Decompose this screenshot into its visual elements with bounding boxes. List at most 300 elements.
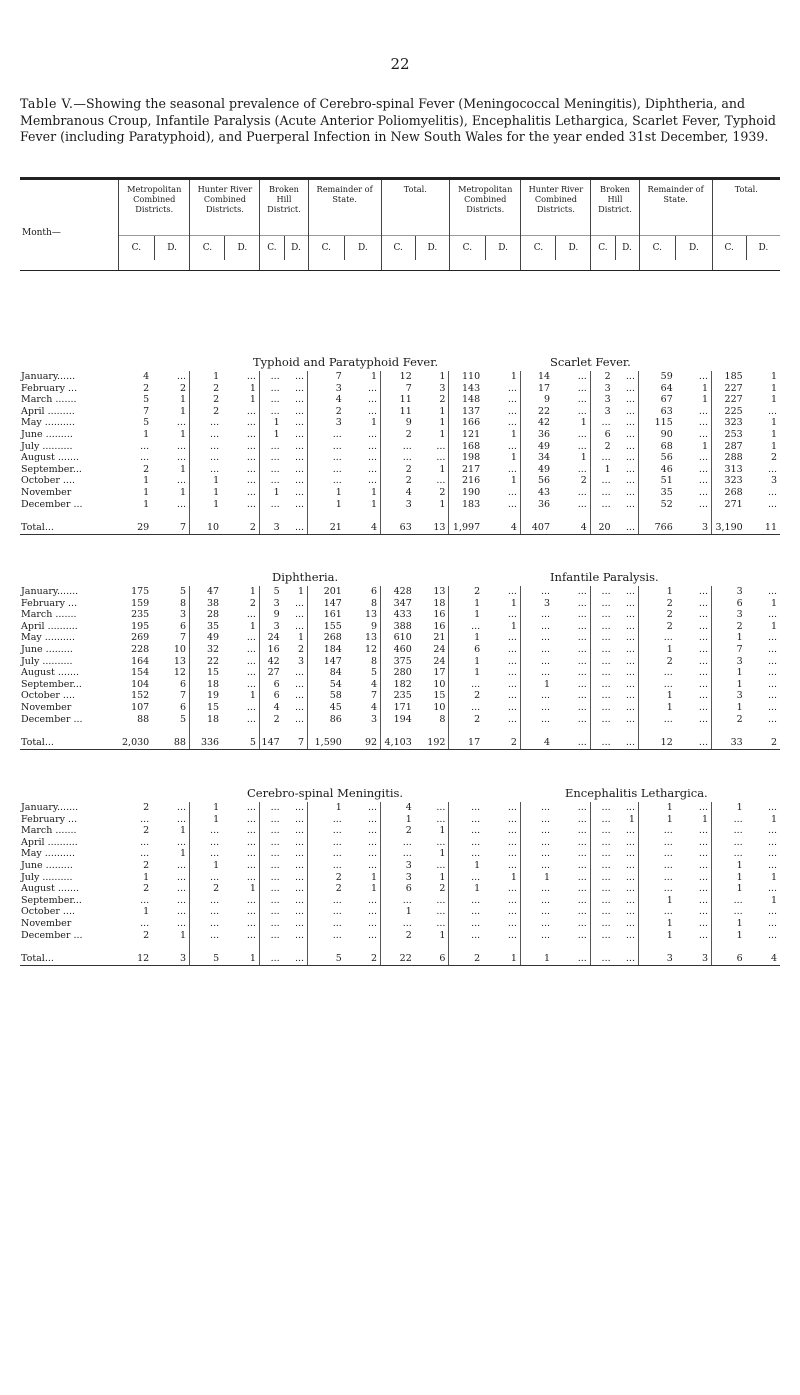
cases-cell: 2	[666, 620, 673, 632]
cases-cell: ...	[471, 894, 481, 906]
deaths-cell: ...	[283, 475, 308, 487]
deaths-cell: 1	[483, 621, 520, 633]
cases-cell: ...	[210, 836, 220, 848]
deaths-cell: ...	[283, 941, 308, 965]
cases-cell: 2	[143, 859, 150, 871]
deaths-cell: ...	[345, 837, 381, 849]
deaths-cell: ...	[483, 930, 520, 942]
deaths-cell: 21	[415, 632, 449, 644]
deaths-cell: ...	[283, 371, 308, 383]
table-row	[20, 644, 780, 656]
deaths-cell: 1	[415, 406, 449, 418]
cases-cell: 1	[405, 813, 412, 825]
month-cell: November	[21, 917, 72, 929]
cases-cell: ...	[270, 871, 280, 883]
cases-cell: ...	[733, 848, 743, 860]
cases-cell: 171	[393, 701, 412, 713]
deaths-cell: ...	[415, 441, 449, 453]
cases-cell: 1	[666, 929, 673, 941]
deaths-cell: ...	[676, 609, 712, 621]
deaths-cell: ...	[283, 802, 308, 814]
cases-cell: 225	[724, 405, 743, 417]
cases-cell: ...	[140, 813, 150, 825]
deaths-cell: 1	[770, 417, 777, 429]
deaths-cell: ...	[222, 714, 259, 726]
deaths-cell: 7	[152, 632, 189, 644]
cases-cell: 9	[273, 609, 280, 621]
deaths-cell: 24	[415, 644, 449, 656]
deaths-cell: 7	[283, 725, 308, 749]
deaths-cell: ...	[283, 406, 308, 418]
deaths-cell: ...	[283, 667, 308, 679]
cases-cell: 47	[207, 586, 220, 597]
deaths-cell: 1	[770, 597, 777, 609]
cases-cell: ...	[601, 452, 611, 464]
table-row	[20, 906, 780, 918]
deaths-cell: ...	[553, 371, 590, 383]
deaths-cell: ...	[345, 383, 381, 395]
table-row	[20, 406, 780, 418]
deaths-cell: ...	[283, 883, 308, 895]
cases-cell: 166	[461, 417, 481, 429]
cases-cell: ...	[540, 929, 551, 941]
table-row	[20, 883, 780, 895]
cases-cell: 143	[461, 382, 481, 394]
month-cell: October ....	[21, 475, 75, 487]
cases-cell: ...	[402, 836, 412, 848]
deaths-cell: ...	[676, 848, 712, 860]
cases-cell: ...	[210, 906, 220, 918]
cases-cell: 1	[474, 655, 481, 667]
deaths-cell: 1	[152, 825, 189, 837]
cases-cell: 3	[405, 859, 412, 871]
cases-cell: 3	[604, 382, 611, 394]
header-group	[308, 180, 381, 270]
table-row	[20, 679, 780, 691]
caption-lead: Table V.	[20, 96, 74, 111]
deaths-cell: ...	[614, 632, 639, 644]
cases-cell: 2	[666, 609, 673, 621]
deaths-cell: 1	[222, 941, 259, 965]
deaths-cell: 3	[152, 941, 189, 965]
table-row	[20, 825, 780, 837]
header-group	[118, 180, 189, 270]
deaths-cell: 6	[152, 679, 189, 691]
header-group	[712, 180, 780, 270]
cases-cell: 2	[405, 428, 412, 440]
header-c-label: C.	[393, 243, 403, 253]
deaths-cell: ...	[767, 906, 777, 918]
deaths-cell: ...	[283, 499, 308, 511]
deaths-cell: ...	[553, 644, 590, 656]
cases-cell: ...	[663, 713, 673, 725]
month-cell: August .......	[21, 452, 80, 464]
cases-cell: 1,997	[449, 510, 483, 534]
cases-cell: 56	[537, 475, 551, 487]
deaths-cell: ...	[483, 487, 520, 499]
deaths-cell: ...	[152, 872, 189, 884]
deaths-cell: ...	[345, 860, 381, 872]
month-cell: May ..........	[21, 848, 75, 860]
cases-cell: 2	[143, 802, 150, 813]
cases-cell: 46	[660, 463, 673, 475]
cases-cell: 190	[461, 486, 481, 498]
month-cell: February ...	[21, 813, 78, 825]
cases-cell: 1,590	[308, 725, 345, 749]
deaths-cell: 1	[345, 883, 381, 895]
deaths-cell: ...	[614, 417, 639, 429]
deaths-cell: ...	[483, 406, 520, 418]
deaths-cell: 1	[152, 394, 189, 406]
cases-cell: 1	[543, 678, 551, 690]
deaths-cell: ...	[676, 802, 712, 814]
cases-cell: ...	[471, 678, 481, 690]
deaths-cell: ...	[222, 464, 259, 476]
cases-cell: 2	[405, 463, 412, 475]
cases-cell: 2	[736, 620, 743, 632]
cases-cell: ...	[471, 620, 481, 632]
cases-cell: ...	[270, 883, 280, 895]
header-d-label: D.	[284, 236, 308, 260]
header-d-label: D.	[675, 236, 712, 260]
table-row	[20, 814, 780, 826]
deaths-cell: ...	[152, 837, 189, 849]
cases-cell: 1	[474, 597, 481, 609]
deaths-cell: ...	[553, 394, 590, 406]
deaths-cell: ...	[283, 814, 308, 826]
month-cell: November	[21, 486, 72, 498]
month-cell: Total...	[20, 725, 118, 749]
cases-cell: ...	[601, 678, 611, 690]
deaths-cell: ...	[222, 814, 259, 826]
deaths-cell: 1	[483, 371, 520, 383]
deaths-cell: ...	[345, 406, 381, 418]
deaths-cell: ...	[283, 452, 308, 464]
deaths-cell: 2	[415, 883, 449, 895]
cases-cell: ...	[733, 894, 743, 906]
deaths-cell: ...	[483, 837, 520, 849]
deaths-cell: ...	[483, 802, 520, 814]
deaths-cell: ...	[767, 883, 777, 895]
deaths-cell: 1	[415, 417, 449, 429]
cases-cell: ...	[332, 813, 342, 825]
total-row	[20, 941, 780, 965]
cases-cell: 3	[405, 871, 412, 883]
deaths-cell: ...	[676, 475, 712, 487]
table-row	[20, 487, 780, 499]
cases-cell: 6	[474, 643, 481, 655]
cases-cell: 3,190	[711, 510, 745, 534]
deaths-cell: ...	[614, 394, 639, 406]
cases-cell: ...	[601, 701, 611, 713]
month-cell: February ...	[21, 597, 78, 609]
cases-cell: ...	[663, 667, 673, 679]
deaths-cell: ...	[283, 510, 308, 534]
cases-cell: 12	[638, 725, 675, 749]
cases-cell: 1	[474, 883, 481, 895]
cases-cell: ...	[471, 836, 481, 848]
cases-cell: ...	[210, 417, 220, 429]
cases-cell: ...	[540, 620, 551, 632]
month-cell: October ....	[21, 906, 75, 918]
cases-cell: 1	[213, 859, 220, 871]
cases-cell: 56	[660, 452, 673, 464]
cases-cell: ...	[540, 836, 551, 848]
deaths-cell: ...	[483, 656, 520, 668]
deaths-cell: ...	[553, 714, 590, 726]
deaths-cell: ...	[553, 406, 590, 418]
deaths-cell: 1	[676, 441, 712, 453]
deaths-cell: ...	[483, 690, 520, 702]
cases-cell: 3	[604, 394, 611, 406]
deaths-cell: ...	[614, 510, 639, 534]
deaths-cell: 1	[152, 464, 189, 476]
deaths-cell: ...	[614, 918, 639, 930]
cases-cell: 1	[736, 929, 743, 941]
cases-cell: 5	[189, 941, 222, 965]
cases-cell: ...	[471, 802, 481, 813]
deaths-cell: 1	[483, 475, 520, 487]
month-cell: Total...	[20, 941, 118, 965]
deaths-cell: ...	[614, 714, 639, 726]
deaths-cell: ...	[614, 464, 639, 476]
deaths-cell: ...	[483, 895, 520, 907]
cases-cell: 1	[520, 941, 553, 965]
header-c-label: C.	[533, 243, 544, 253]
header-group-label: Broken Hill District.	[267, 184, 301, 214]
deaths-cell: 1	[345, 371, 381, 383]
cases-cell: 20	[590, 510, 613, 534]
deaths-cell: ...	[222, 667, 259, 679]
deaths-cell: ...	[676, 452, 712, 464]
deaths-cell: ...	[767, 655, 777, 667]
cases-cell: 2	[405, 475, 412, 487]
deaths-cell: ...	[483, 714, 520, 726]
deaths-cell: ...	[767, 701, 777, 713]
cases-cell: ...	[210, 894, 220, 906]
header-group-label: Hunter River Combined Districts.	[197, 184, 253, 214]
deaths-cell: 2	[770, 452, 777, 464]
table-row	[20, 656, 780, 668]
cases-cell: ...	[663, 825, 673, 837]
cases-cell: 2	[666, 655, 673, 667]
cases-cell: ...	[733, 813, 743, 825]
deaths-cell: 4	[483, 510, 520, 534]
cases-cell: ...	[140, 440, 150, 452]
header-group	[590, 180, 638, 270]
cases-cell: 164	[131, 655, 150, 667]
cases-cell: 32	[207, 643, 220, 655]
cases-cell: 235	[393, 690, 412, 702]
cases-cell: ...	[540, 917, 551, 929]
deaths-cell: ...	[415, 452, 449, 464]
deaths-cell: ...	[345, 394, 381, 406]
table-row	[20, 609, 780, 621]
cases-cell: ...	[210, 929, 220, 941]
cases-cell: 1	[666, 586, 673, 597]
month-cell: March .......	[21, 394, 77, 406]
cases-cell: 15	[207, 701, 220, 713]
deaths-cell: 1	[415, 848, 449, 860]
month-cell: May ..........	[21, 632, 75, 644]
cases-cell: ...	[332, 428, 342, 440]
deaths-cell: ...	[614, 621, 639, 633]
table-row	[20, 598, 780, 610]
deaths-cell: ...	[614, 883, 639, 895]
cases-cell: ...	[210, 917, 220, 929]
deaths-cell: ...	[553, 837, 590, 849]
deaths-cell: 3	[676, 941, 712, 965]
cases-cell: 287	[724, 440, 743, 452]
table-row	[20, 895, 780, 907]
cases-cell: 610	[393, 632, 412, 644]
cases-cell: ...	[601, 417, 611, 429]
cases-cell: 18	[207, 678, 220, 690]
deaths-cell: 192	[415, 725, 449, 749]
deaths-cell: ...	[676, 644, 712, 656]
cases-cell: ...	[270, 475, 280, 487]
cases-cell: 9	[405, 417, 412, 429]
table-row	[20, 417, 780, 429]
deaths-cell: 1	[614, 814, 639, 826]
cases-cell: 766	[638, 510, 675, 534]
cases-cell: 1	[273, 486, 280, 498]
deaths-cell: ...	[483, 417, 520, 429]
cases-cell: 3	[604, 405, 611, 417]
cases-cell: 1	[666, 643, 673, 655]
cases-cell: ...	[601, 802, 611, 813]
deaths-cell: ...	[767, 917, 777, 929]
deaths-cell: ...	[553, 383, 590, 395]
cases-cell: 235	[131, 609, 150, 621]
deaths-cell: ...	[553, 656, 590, 668]
deaths-cell: ...	[676, 918, 712, 930]
deaths-cell: ...	[345, 895, 381, 907]
cases-cell: 59	[660, 371, 673, 382]
deaths-cell: ...	[483, 383, 520, 395]
deaths-cell: 2	[345, 941, 381, 965]
header-c-label: C.	[267, 243, 277, 253]
deaths-cell: 6	[152, 621, 189, 633]
cases-cell: 1	[273, 428, 280, 440]
cases-cell: 253	[724, 428, 743, 440]
deaths-cell: 13	[345, 632, 381, 644]
deaths-cell: 17	[415, 667, 449, 679]
deaths-cell: ...	[553, 814, 590, 826]
deaths-cell: ...	[283, 702, 308, 714]
cases-cell: 280	[393, 667, 412, 679]
header-group-label: Remainder of State.	[316, 184, 373, 204]
cases-cell: ...	[601, 713, 611, 725]
month-cell: April .........	[21, 405, 75, 417]
deaths-cell: ...	[483, 918, 520, 930]
month-cell: June .........	[21, 859, 73, 871]
cases-cell: 11	[399, 405, 412, 417]
caption-text: —Showing the seasonal prevalence of Cerebro-spinal Fever (Meningococcal Meningitis), Diphtheria, and Membranous Croup, Infantile Paralysis (Acute Anterior Poliomyelitis), Encephalitis Lethargica, Scarlet Fever, Typhoid Fever (including Paratyphoid), and Puerperal Infection in New South Wales for the year ended 31st December, 1939.	[20, 96, 776, 144]
cases-cell: 84	[329, 667, 342, 679]
cases-cell: 16	[267, 643, 280, 655]
deaths-cell: ...	[222, 860, 259, 872]
cases-cell: 460	[393, 643, 412, 655]
cases-cell: ...	[210, 452, 220, 464]
cases-cell: 2	[143, 929, 150, 941]
cases-cell: 2	[736, 713, 743, 725]
table-row	[20, 714, 780, 726]
deaths-cell: ...	[222, 499, 259, 511]
cases-cell: 3	[736, 655, 743, 667]
deaths-cell: 1	[415, 499, 449, 511]
deaths-cell: ...	[283, 621, 308, 633]
cases-cell: ...	[540, 813, 551, 825]
cases-cell: 35	[207, 620, 220, 632]
deaths-cell: ...	[222, 930, 259, 942]
deaths-cell: ...	[345, 452, 381, 464]
cases-cell: 29	[118, 510, 152, 534]
cases-cell: ...	[601, 620, 611, 632]
deaths-cell: 1	[483, 452, 520, 464]
deaths-cell: ...	[415, 814, 449, 826]
deaths-cell: ...	[767, 463, 777, 475]
cases-cell: 194	[393, 713, 412, 725]
cases-cell: 6	[273, 678, 280, 690]
deaths-cell: ...	[483, 586, 520, 598]
deaths-cell: 1	[345, 487, 381, 499]
month-cell: December ...	[21, 929, 83, 941]
month-cell: March .......	[21, 825, 77, 837]
cases-cell: 147	[259, 725, 282, 749]
deaths-cell: ...	[676, 499, 712, 511]
cases-cell: ...	[270, 498, 280, 510]
deaths-cell: ...	[767, 486, 777, 498]
deaths-cell: 1	[283, 586, 308, 598]
deaths-cell: 13	[345, 609, 381, 621]
cases-cell: ...	[540, 643, 551, 655]
deaths-cell: ...	[415, 895, 449, 907]
cases-cell: 1	[335, 498, 342, 510]
cases-cell: 4	[143, 371, 150, 382]
cases-cell: 43	[537, 486, 551, 498]
header-d-label: D.	[485, 236, 521, 260]
cases-cell: 428	[393, 586, 412, 597]
deaths-cell: ...	[553, 895, 590, 907]
section-title-right: Scarlet Fever.	[550, 355, 631, 369]
table-row	[20, 802, 780, 814]
cases-cell: 104	[131, 678, 150, 690]
cases-cell: 148	[461, 394, 481, 406]
deaths-cell: ...	[345, 918, 381, 930]
cases-cell: 5	[273, 586, 280, 597]
table-row	[20, 429, 780, 441]
header-d-label: D.	[154, 236, 190, 260]
deaths-cell: ...	[283, 394, 308, 406]
deaths-cell: 18	[415, 598, 449, 610]
deaths-cell: 10	[415, 702, 449, 714]
cases-cell: 5	[143, 417, 150, 429]
deaths-cell: 88	[152, 725, 189, 749]
month-cell: June .........	[21, 428, 73, 440]
deaths-cell: 1	[483, 598, 520, 610]
deaths-cell: 2	[283, 644, 308, 656]
deaths-cell: ...	[614, 499, 639, 511]
cases-cell: 1	[736, 667, 743, 679]
cases-cell: 11	[399, 394, 412, 406]
cases-cell: 12	[399, 371, 412, 382]
deaths-cell: ...	[483, 644, 520, 656]
deaths-cell: ...	[676, 930, 712, 942]
cases-cell: ...	[140, 452, 150, 464]
cases-cell: ...	[590, 941, 613, 965]
cases-cell: ...	[540, 713, 551, 725]
